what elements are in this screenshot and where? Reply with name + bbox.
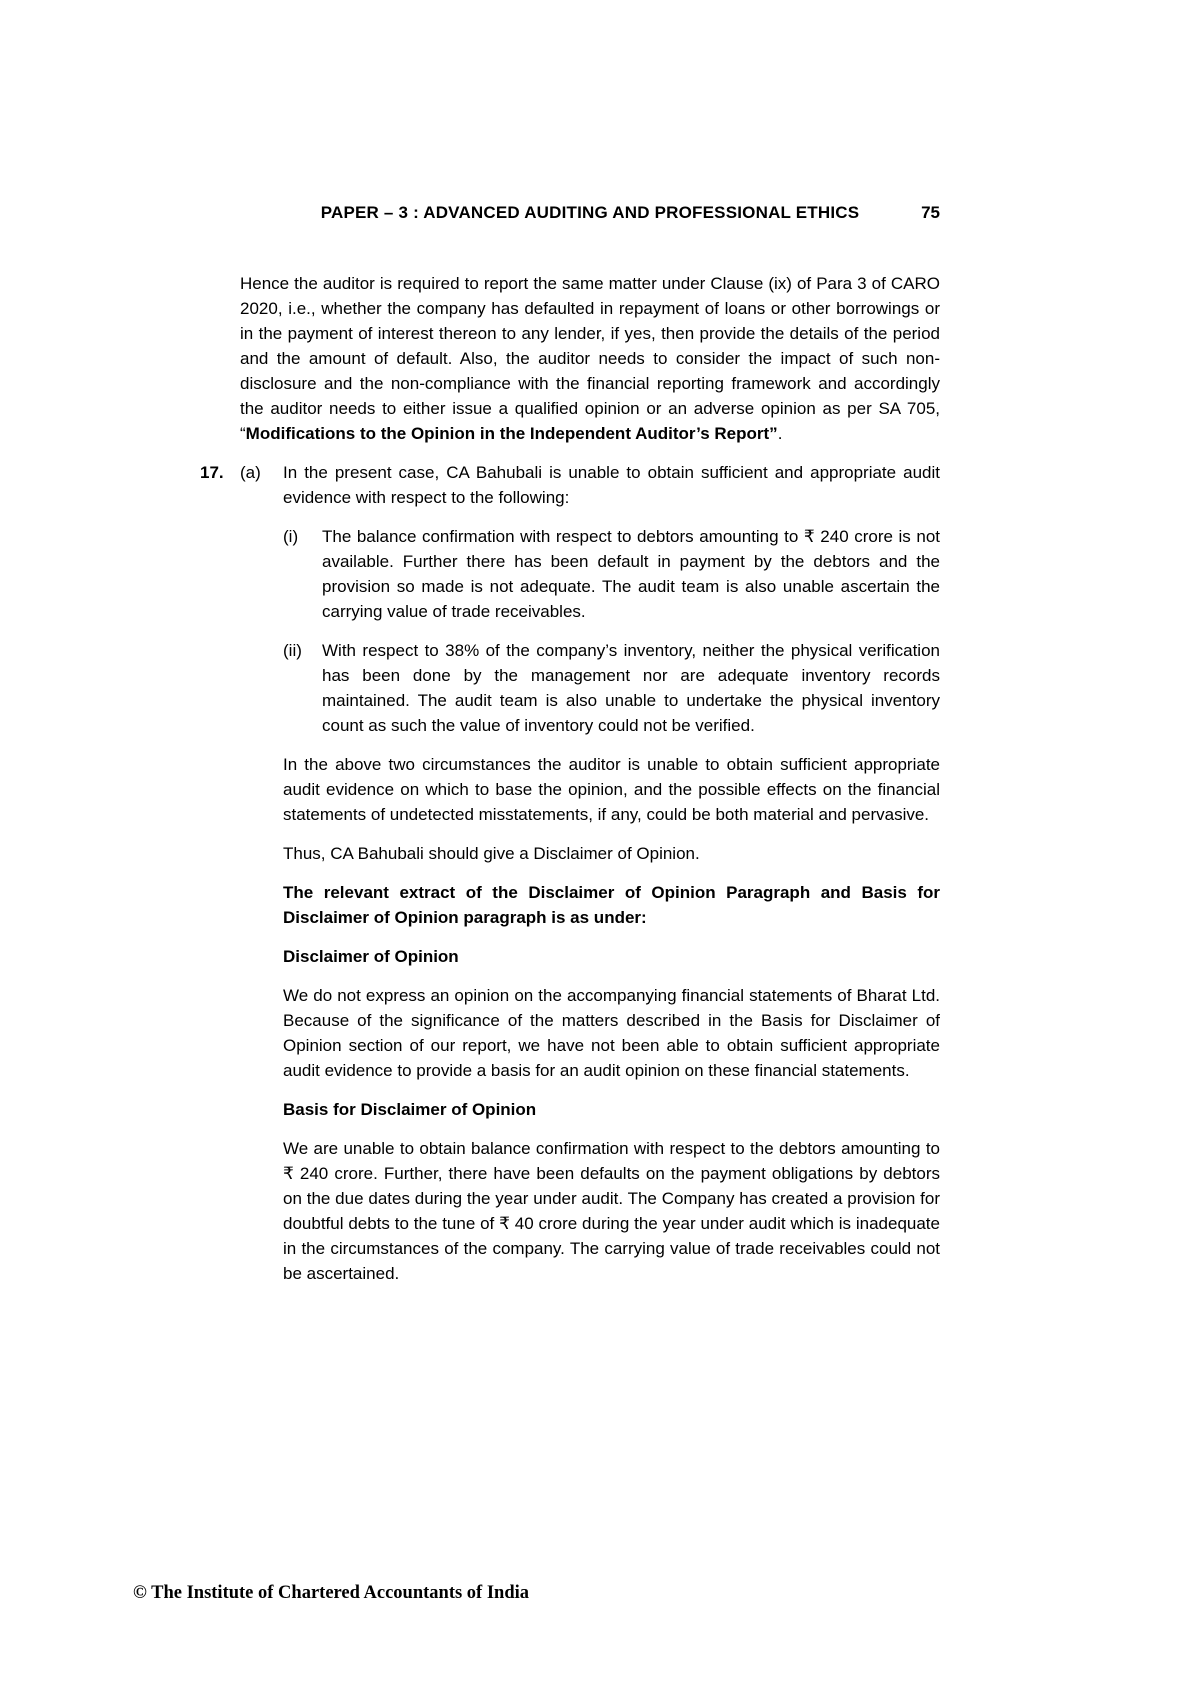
paragraph-caro-tail: . bbox=[777, 424, 783, 443]
page-body bbox=[200, 271, 940, 1286]
paragraph-17a-intro: In the present case, CA Bahubali is unable to obtain sufficient and appropriate audit evidence with respect to the following: bbox=[283, 463, 940, 507]
question-17a-body bbox=[283, 460, 940, 1286]
heading-disclaimer-of-opinion: Disclaimer of Opinion bbox=[283, 947, 459, 966]
paragraph-basis-for-disclaimer: We are unable to obtain balance confirmation with respect to the debtors amounting to ₹ 240 crore. Further, there have been defaults on the payment obligations by debtors on the due dates during the year under audit. The Company has created a provision for doubtful debts to the tune of ₹ 40 crore during the year under audit which is inadequate in the circumstances of the company. The carrying value of trade receivables could not be ascertained. bbox=[283, 1139, 940, 1283]
paragraph-caro-reporting bbox=[240, 271, 940, 446]
paragraph-extract-intro: The relevant extract of the Disclaimer of Opinion Paragraph and Basis for Disclaimer of Opinion paragraph is as under: bbox=[283, 883, 940, 927]
copyright-footer: © The Institute of Chartered Accountants of India bbox=[133, 1583, 530, 1603]
list-item-i bbox=[283, 524, 940, 624]
list-item-ii-text: With respect to 38% of the company’s inventory, neither the physical verification has been done by the management nor are adequate inventory records maintained. The audit team is also unable to undertake the physical inventory count as such the value of inventory could not be verified. bbox=[322, 641, 940, 735]
page-title: PAPER – 3 : ADVANCED AUDITING AND PROFESSIONAL ETHICS bbox=[320, 203, 860, 222]
paragraph-disclaimer-of-opinion: We do not express an opinion on the accompanying financial statements of Bharat Ltd. Because of the significance of the matters described in the Basis for Disclaimer of Opinion section of our report, we have not been able to obtain sufficient appropriate audit evidence to provide a basis for an audit opinion on these financial statements. bbox=[283, 986, 940, 1080]
page-number: 75 bbox=[921, 203, 940, 222]
running-header bbox=[240, 203, 940, 227]
question-part-label: (a) bbox=[240, 463, 261, 482]
paragraph-caro-regular-text: Hence the auditor is required to report the same matter under Clause (ix) of Para 3 of CARO 2020, i.e., whether the company has defaulted in repayment of loans or other borrowings or in the payment of interest thereon to any lender, if yes, then provide the details of the period and the amount of default. Also, the auditor needs to consider the impact of such non-disclosure and the non-compliance with the financial reporting framework and accordingly the auditor needs to either issue a qualified opinion or an adverse opinion as per SA 705, “ bbox=[240, 274, 940, 443]
paragraph-conclusion: Thus, CA Bahubali should give a Disclaimer of Opinion. bbox=[283, 844, 700, 863]
list-item-ii bbox=[283, 638, 940, 738]
paragraph-caro-bold-citation: Modifications to the Opinion in the Independent Auditor’s Report” bbox=[245, 424, 778, 443]
heading-basis-for-disclaimer: Basis for Disclaimer of Opinion bbox=[283, 1100, 537, 1119]
list-item-i-label: (i) bbox=[283, 527, 299, 546]
question-number: 17. bbox=[200, 463, 224, 482]
paragraph-circumstances: In the above two circumstances the auditor is unable to obtain sufficient appropriate audit evidence on which to base the opinion, and the possible effects on the financial statements of undetected misstatements, if any, could be both material and pervasive. bbox=[283, 755, 940, 824]
question-17 bbox=[200, 460, 940, 1286]
list-item-i-text: The balance confirmation with respect to debtors amounting to ₹ 240 crore is not available. Further there has been default in payment by the debtors and the provision so made is not adequate. The audit team is also unable ascertain the carrying value of trade receivables. bbox=[322, 527, 940, 621]
list-item-ii-label: (ii) bbox=[283, 641, 302, 660]
